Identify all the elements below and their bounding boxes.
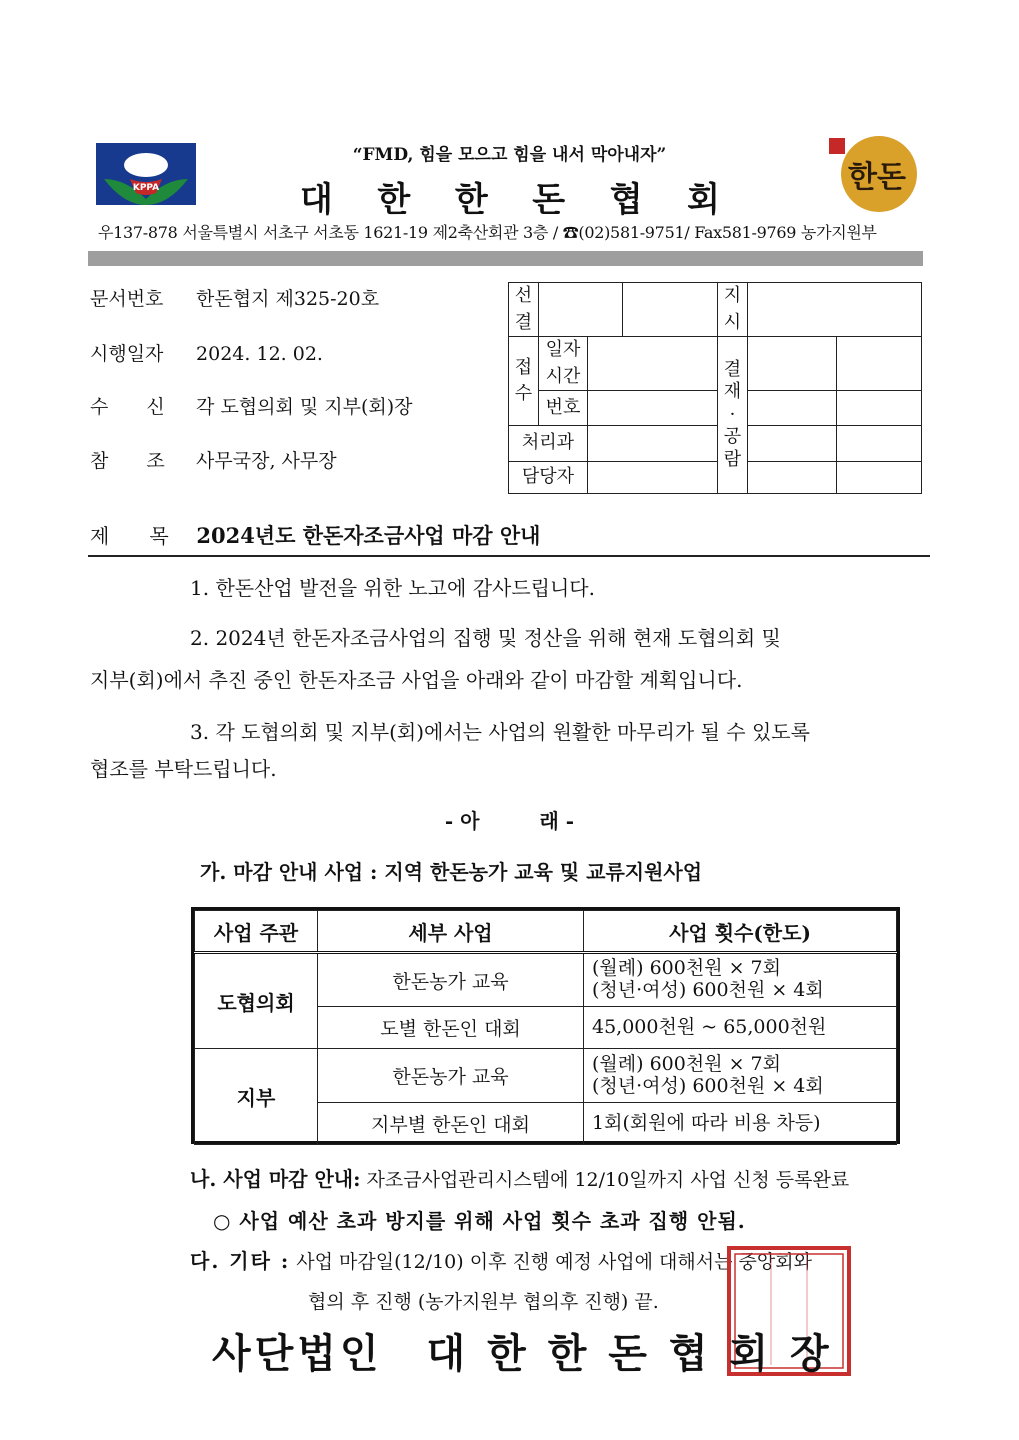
notice-bullet: ○ 사업 예산 초과 방지를 위해 사업 횟수 초과 집행 안됨. xyxy=(213,1209,746,1233)
empty-cell xyxy=(748,426,837,462)
count-line: (월례) 600천원 × 7회 xyxy=(592,957,781,980)
section-na xyxy=(190,1163,849,1192)
date-label: 시행일자 xyxy=(90,343,164,365)
paragraph-2-line-2: 지부(회)에서 추진 중인 한돈자조금 사업을 아래와 같이 마감할 계획입니다. xyxy=(90,668,743,692)
empty-cell xyxy=(588,462,718,494)
signature: 사단법인 대 한 한 돈 협 회 장 xyxy=(212,1330,833,1377)
doc-number-row xyxy=(90,284,379,311)
table-header-cell: 사업 주관 xyxy=(195,911,318,953)
org-title-char: 협 xyxy=(609,180,643,220)
section-da-label: 다. 기타 : xyxy=(190,1249,291,1273)
org-title xyxy=(300,172,720,221)
table-header-cell: 사업 횟수(한도) xyxy=(584,911,897,953)
empty-cell xyxy=(748,283,922,337)
table-header-cell: 세부 사업 xyxy=(318,911,584,953)
seongyeol-cell: 선 결 xyxy=(509,283,539,337)
subject-divider xyxy=(88,555,930,557)
table-row xyxy=(195,953,897,1007)
cheorigwa-cell: 처리과 xyxy=(509,426,588,462)
org-title-char: 한 xyxy=(454,180,488,220)
org-title-char: 회 xyxy=(687,180,720,220)
reference-row xyxy=(90,446,337,473)
paragraph-2-line-1: 2. 2024년 한돈자조금사업의 집행 및 정산을 위해 현재 도협의회 및 xyxy=(190,626,781,650)
empty-cell xyxy=(748,391,837,426)
reference-label: 참 조 xyxy=(90,450,165,472)
count-cell xyxy=(584,1049,897,1103)
empty-cell xyxy=(588,426,718,462)
sub-project-cell: 한돈농가 교육 xyxy=(318,1049,584,1103)
empty-cell xyxy=(748,337,837,391)
logo-left-text: KPPA xyxy=(132,183,160,193)
recipient: 각 도협의회 및 지부(회)장 xyxy=(196,396,413,418)
subject-value: 2024년도 한돈자조금사업 마감 안내 xyxy=(196,523,541,548)
org-title-char: 한 xyxy=(377,180,411,220)
empty-cell xyxy=(837,426,922,462)
beonho-cell: 번호 xyxy=(539,391,588,426)
count-line: (청년·여성) 600천원 × 4회 xyxy=(592,1074,824,1097)
slogan: “FMD, 힘을 모으고 힘을 내서 막아내자” xyxy=(352,145,667,165)
sub-project-cell: 한돈농가 교육 xyxy=(318,953,584,1007)
empty-cell xyxy=(588,337,718,391)
empty-cell xyxy=(837,337,922,391)
date: 2024. 12. 02. xyxy=(196,343,323,365)
recipient-row xyxy=(90,392,413,419)
count-line: (월례) 600천원 × 7회 xyxy=(592,1052,781,1075)
org-cell: 지부 xyxy=(195,1049,318,1145)
paragraph-3-line-1: 3. 각 도협의회 및 지부(회)에서는 사업의 원활한 마무리가 될 수 있도록 xyxy=(190,720,810,744)
damdangja-cell: 담당자 xyxy=(509,462,588,494)
org-title-char: 돈 xyxy=(532,180,566,220)
section-da-line-1: 사업 마감일(12/10) 이후 진행 예정 사업에 대해서는 중앙회와 xyxy=(296,1251,812,1273)
jisi-cell: 지 시 xyxy=(718,283,748,337)
approval-box xyxy=(508,282,921,493)
empty-cell xyxy=(837,391,922,426)
empty-cell xyxy=(588,391,718,426)
recipient-label: 수 신 xyxy=(90,396,165,418)
org-cell: 도협의회 xyxy=(195,953,318,1049)
section-na-label: 나. 사업 마감 안내: xyxy=(190,1167,361,1191)
count-line: 45,000천원 ~ 65,000천원 xyxy=(592,1015,827,1038)
logo-right-text: 한돈 xyxy=(848,160,906,195)
doc-number-label: 문서번호 xyxy=(90,288,164,310)
empty-cell xyxy=(539,283,623,337)
paragraph-3-line-2: 협조를 부탁드립니다. xyxy=(90,757,277,781)
header-divider xyxy=(88,251,923,266)
count-cell xyxy=(584,1103,897,1145)
doc-number: 한돈협지 제325-20호 xyxy=(196,288,380,310)
subject-label: 제 목 xyxy=(90,524,169,548)
reference: 사무국장, 사무장 xyxy=(196,450,337,472)
empty-cell xyxy=(748,462,837,494)
section-ga: 가. 마감 안내 사업 : 지역 한돈농가 교육 및 교류지원사업 xyxy=(200,860,703,884)
ilja-sigan-cell: 일자 시간 xyxy=(539,337,588,391)
address: 우137-878 서울특별시 서초구 서초동 1621-19 제2축산회관 3층 / ☎(02)581-9751/ Fax581-9769 농가지원부 xyxy=(98,223,877,242)
count-cell xyxy=(584,953,897,1007)
table-header-row xyxy=(195,911,897,953)
table-row xyxy=(195,1049,897,1103)
jeopsu-cell: 접 수 xyxy=(509,337,539,426)
section-na-text: 자조금사업관리시스템에 12/10일까지 사업 신청 등록완료 xyxy=(360,1169,850,1191)
subject-row xyxy=(90,520,540,550)
date-row xyxy=(90,339,323,366)
paragraph-1: 1. 한돈산업 발전을 위한 노고에 감사드립니다. xyxy=(190,576,595,600)
org-title-char: 대 xyxy=(300,180,333,220)
gyeoljae-cell: 결 재 · 공 람 xyxy=(718,337,748,494)
empty-cell xyxy=(623,283,718,337)
sub-project-cell: 지부별 한돈인 대회 xyxy=(318,1103,584,1145)
count-line: (청년·여성) 600천원 × 4회 xyxy=(592,979,824,1001)
count-cell xyxy=(584,1007,897,1049)
empty-cell xyxy=(837,462,922,494)
section-da-line-2: 협의 후 진행 (농가지원부 협의후 진행) 끝. xyxy=(308,1291,659,1313)
sub-project-cell: 도별 한돈인 대회 xyxy=(318,1007,584,1049)
project-table xyxy=(191,907,900,1144)
arae-heading: - 아 래 - xyxy=(444,809,575,833)
count-line: 1회(회원에 따라 비용 차등) xyxy=(592,1111,821,1134)
